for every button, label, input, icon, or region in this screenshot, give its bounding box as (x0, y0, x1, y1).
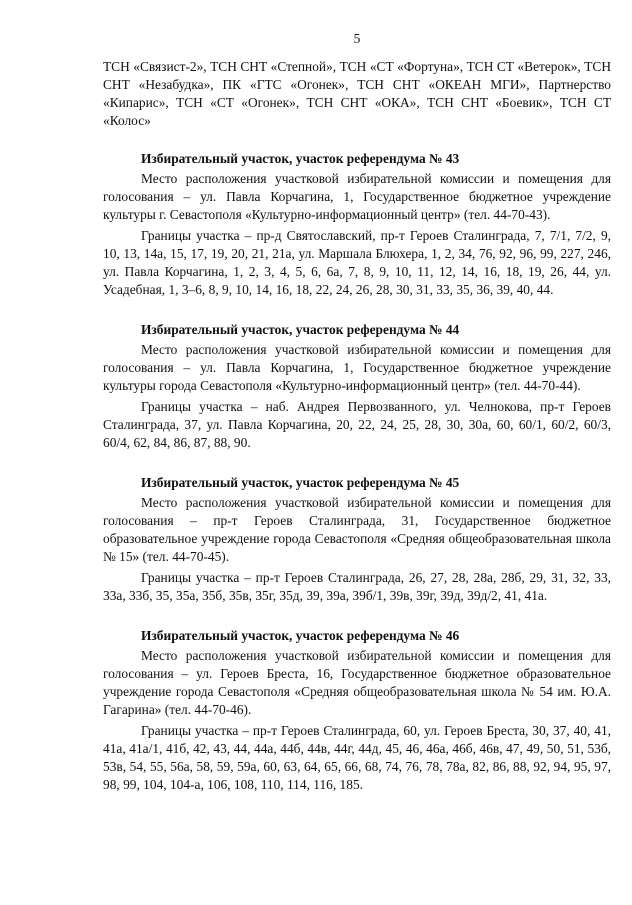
section-boundaries: Границы участка – наб. Андрея Первозванного, ул. Челнокова, пр-т Героев Сталинграда, 37, ул. Павла Корчагина, 20, 22, 24, 25, 28, 30, 30а, 60, 60/1, 60/2, 60/3, 60/4, 62, 84, 86, 87, 88, 90. (103, 399, 611, 450)
intro-paragraph: ТСН «Связист-2», ТСН СНТ «Степной», ТСН «СТ «Фортуна», ТСН СТ «Ветерок», ТСН СНТ «Незабудка», ПК «ГТС «Огонек», ТСН СНТ «ОКЕАН МГИ», Партнерство «Кипарис», ТСН «СТ «Огонек», ТСН СНТ «ОКА», ТСН СНТ «Боевик», ТСН СТ «Колос» (103, 59, 611, 128)
section-heading: Избирательный участок, участок референдума № 45 (141, 475, 460, 490)
section-45 (103, 474, 611, 605)
section-heading: Избирательный участок, участок референдума № 46 (141, 628, 460, 643)
section-heading: Избирательный участок, участок референдума № 44 (141, 322, 460, 337)
section-44 (103, 321, 611, 452)
section-location: Место расположения участковой избирательной комиссии и помещения для голосования – пр-т Героев Сталинграда, 31, Государственное бюджетное образовательное учреждение города Севастополя «Средняя общеобразовательная школа № 15» (тел. 44-70-45). (103, 495, 611, 564)
document-page (103, 30, 611, 794)
section-boundaries: Границы участка – пр-д Святославский, пр-т Героев Сталинграда, 7, 7/1, 7/2, 9, 10, 13, 14а, 15, 17, 19, 20, 21, 21а, ул. Маршала Блюхера, 1, 2, 34, 76, 92, 96, 99, 227, 246, ул. Павла Корчагина, 1, 2, 3, 4, 5, 6, 6а, 7, 8, 9, 10, 11, 12, 14, 16, 18, 19, 26, 44, ул. Усадебная, 1, 3–6, 8, 9, 10, 14, 16, 18, 22, 24, 26, 28, 30, 31, 33, 35, 36, 39, 40, 44. (103, 228, 611, 297)
section-location: Место расположения участковой избирательной комиссии и помещения для голосования – ул. Павла Корчагина, 1, Государственное бюджетное учреждение культуры г. Севастополя «Культурно-информационный центр» (тел. 44-70-43). (103, 171, 611, 222)
section-heading: Избирательный участок, участок референдума № 43 (141, 151, 460, 166)
section-location: Место расположения участковой избирательной комиссии и помещения для голосования – ул. Героев Бреста, 16, Государственное бюджетное образовательное учреждение города Севастополя «Средняя общеобразовательная школа № 54 им. Ю.А. Гагарина» (тел. 44-70-46). (103, 648, 611, 717)
section-location: Место расположения участковой избирательной комиссии и помещения для голосования – ул. Павла Корчагина, 1, Государственное бюджетное учреждение культуры города Севастополя «Культурно-информационный центр» (тел. 44-70-44). (103, 342, 611, 393)
page-number: 5 (353, 31, 361, 46)
section-46 (103, 627, 611, 794)
section-43 (103, 150, 611, 299)
section-boundaries: Границы участка – пр-т Героев Сталинграда, 60, ул. Героев Бреста, 30, 37, 40, 41, 41а, 41а/1, 41б, 42, 43, 44, 44а, 44б, 44в, 44г, 44д, 45, 46, 46а, 46б, 46в, 47, 49, 50, 51, 53б, 53в, 54, 55, 56а, 58, 59, 59а, 60, 63, 64, 65, 66, 68, 74, 76, 78, 78а, 82, 86, 88, 92, 94, 95, 97, 98, 99, 104, 104-а, 106, 108, 110, 114, 116, 185. (103, 723, 611, 792)
section-boundaries: Границы участка – пр-т Героев Сталинграда, 26, 27, 28, 28а, 28б, 29, 31, 32, 33, 33а, 33б, 35, 35а, 35б, 35в, 35г, 35д, 39, 39а, 39б/1, 39в, 39г, 39д, 39д/2, 41, 41а. (103, 570, 611, 603)
